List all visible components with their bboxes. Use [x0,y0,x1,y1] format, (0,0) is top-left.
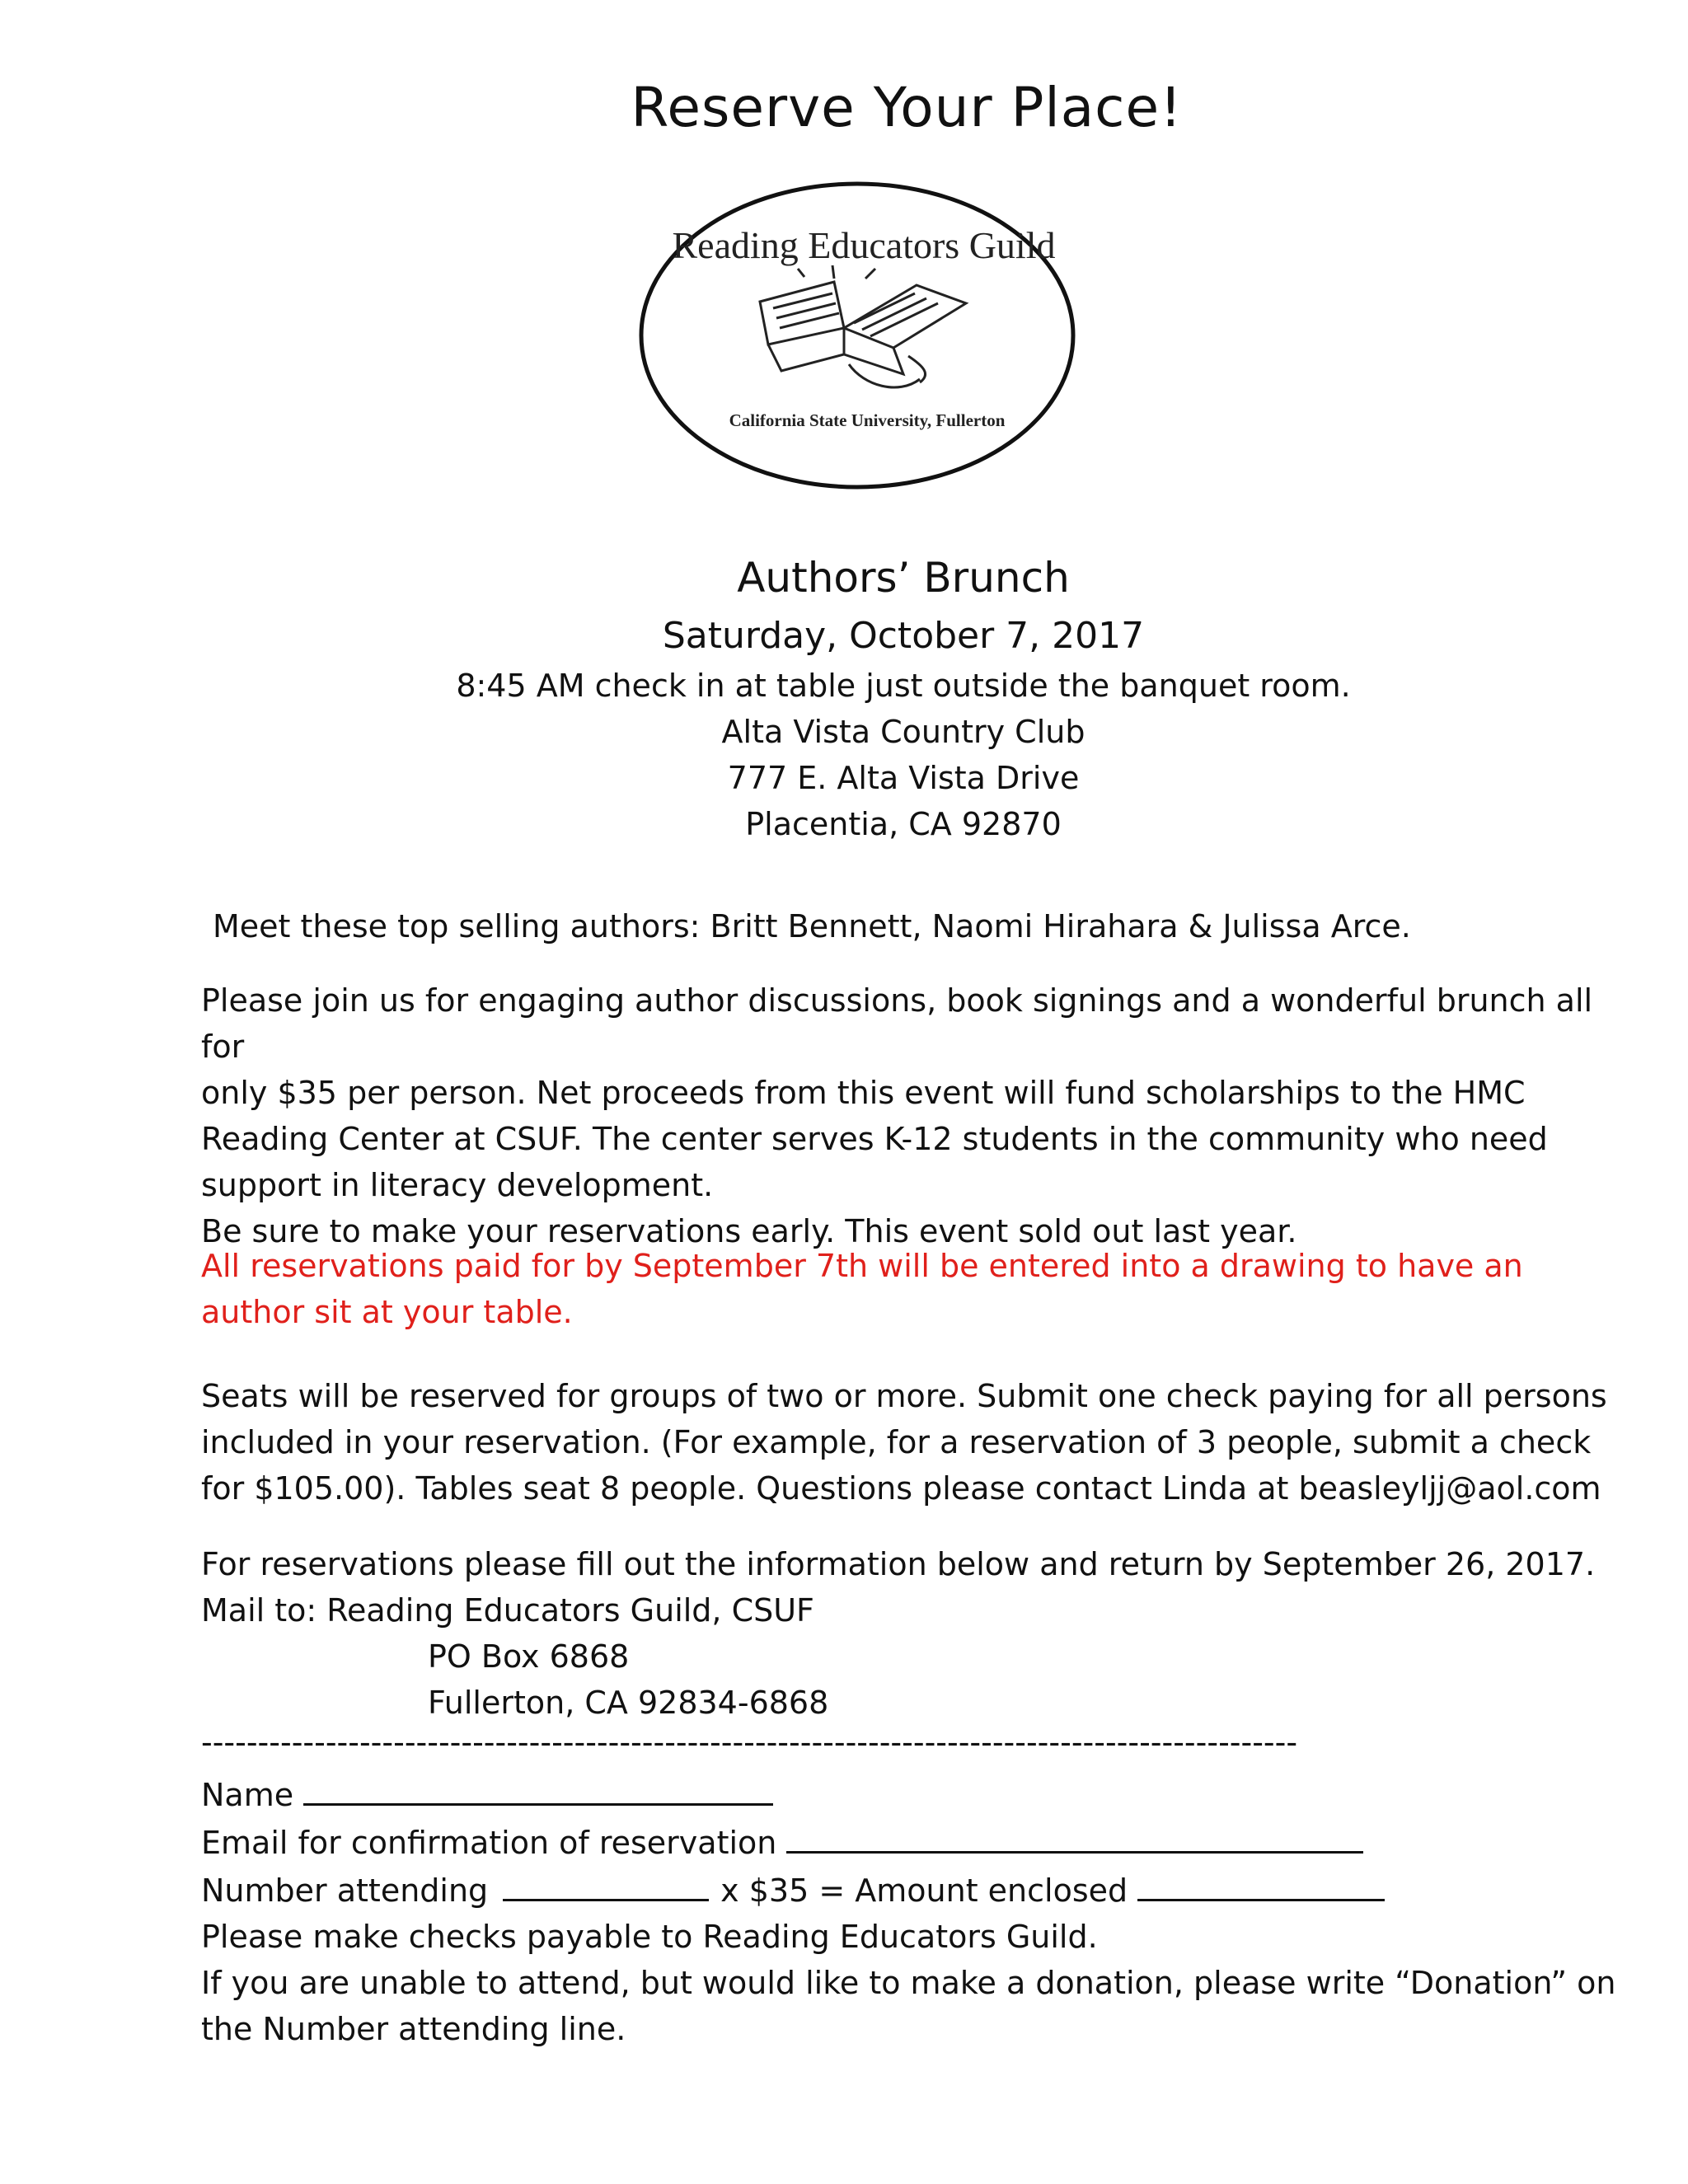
email-row [201,1818,1619,1866]
number-row [201,1866,1619,1914]
drawing-notice [201,1243,1619,1335]
seating-info [201,1373,1619,1511]
venue-street: 777 E. Alta Vista Drive [727,760,1080,796]
name-label: Name [201,1777,294,1813]
drawing-notice-line: All reservations paid for by September 7th will be entered into a drawing to have an [201,1248,1523,1284]
number-attending-label: Number attending [201,1872,489,1909]
email-label: Email for confirmation of reservation [201,1825,777,1861]
open-book-icon [760,265,966,387]
mailing-deadline: For reservations please fill out the information below and return by September 26, 2017. [201,1546,1596,1582]
drawing-notice-line: author sit at your table. [201,1294,573,1330]
seating-info-line: Seats will be reserved for groups of two or more. Submit one check paying for all persons [201,1378,1607,1414]
cut-line-divider: ------------------------------------------------------------------------------------------------- [201,1724,1298,1760]
description-line: only $35 per person. Net proceeds from this event will fund scholarships to the HMC [201,1075,1526,1111]
venue-name: Alta Vista Country Club [721,714,1085,750]
venue-city: Placentia, CA 92870 [745,806,1062,842]
event-date: Saturday, October 7, 2017 [662,615,1145,657]
featured-authors: Meet these top selling authors: Britt Bennett, Naomi Hirahara & Julissa Arce. [213,908,1411,944]
description-line: Reading Center at CSUF. The center serves K-12 students in the community who need [201,1121,1548,1157]
mailing-info [201,1541,1619,1726]
event-description [201,977,1619,1254]
seating-info-line: for $105.00). Tables seat 8 people. Questions please contact Linda at beasleyljj@aol.com [201,1470,1601,1507]
seating-info-line: included in your reservation. (For example, for a reservation of 3 people, submit a check [201,1424,1592,1460]
mailing-recipient: Mail to: Reading Educators Guild, CSUF [201,1592,814,1629]
email-field[interactable] [786,1818,1363,1854]
checkin-info: 8:45 AM check in at table just outside the banquet room. [456,668,1351,704]
donation-note-line: the Number attending line. [201,2011,626,2047]
name-field[interactable] [303,1770,773,1806]
name-row [201,1770,1619,1818]
description-line: Be sure to make your reservations early. This event sold out last year. [201,1213,1297,1249]
page-title: Reserve Your Place! [631,76,1183,139]
guild-logo [636,180,1078,491]
amount-label: x $35 = Amount enclosed [720,1872,1128,1909]
donation-note-line: If you are unable to attend, but would like to make a donation, please write “Donation” on [201,1965,1616,2001]
mailing-city: Fullerton, CA 92834-6868 [428,1685,829,1721]
number-attending-field[interactable] [503,1866,709,1901]
description-line: support in literacy development. [201,1167,714,1203]
mailing-po-box: PO Box 6868 [428,1638,630,1675]
description-line: Please join us for engaging author discussions, book signings and a wonderful brunch all for [201,982,1593,1065]
logo-org-name: Reading Educators Guild [672,224,1056,266]
event-name: Authors’ Brunch [737,554,1070,602]
amount-enclosed-field[interactable] [1137,1866,1385,1901]
payable-note: Please make checks payable to Reading Educators Guild. [201,1919,1098,1955]
logo-university: California State University, Fullerton [729,410,1006,430]
reservation-form [201,1770,1619,2052]
